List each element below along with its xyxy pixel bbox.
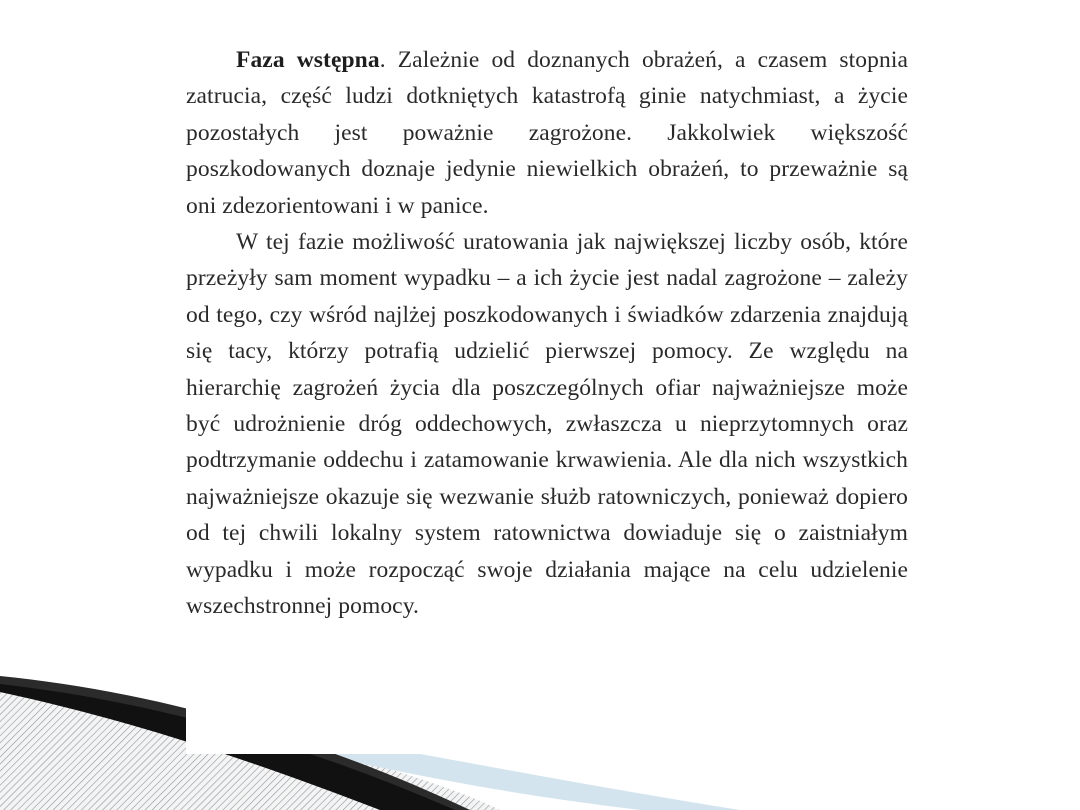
paragraph-2: W tej fazie możliwość uratowania jak największej liczby osób, które przeżyły sam moment wypadku – a ich życie jest nadal zagrożone – zależy od tego, czy wśród najlżej poszkodowanych i świadków zdarzenia znajdują się tacy, którzy potrafią udzielić pierwszej pomocy. Ze względu na hierarchię zagrożeń życia dla poszczególnych ofiar najważniejsze może być udrożnienie dróg oddechowych, zwłaszcza u nieprzytomnych oraz podtrzymanie oddechu i zatamowanie krwawienia. Ale dla nich wszystkich najważniejsze okazuje się wezwanie służb ratowniczych, ponieważ dopiero od tej chwili lokalny system ratownictwa dowiaduje się o zaistniałym wypadku i może rozpocząć swoje działania mające na celu udzielenie wszechstronnej pomocy. xyxy=(186,229,908,620)
bold-lead: Faza wstępna xyxy=(236,47,380,73)
paragraph-1 xyxy=(186,42,908,224)
text-block xyxy=(186,42,908,754)
paragraph-1-text: . Zależnie od doznanych obrażeń, a czasem stopnia zatrucia, część ludzi dotkniętych katastrofą ginie natychmiast, a życie pozostałych jest poważnie zagrożone. Jakkolwiek większość poszkodowanych doznaje jedynie niewielkich obrażeń, to przeważnie są oni zdezorientowani i w panice. xyxy=(186,47,909,219)
